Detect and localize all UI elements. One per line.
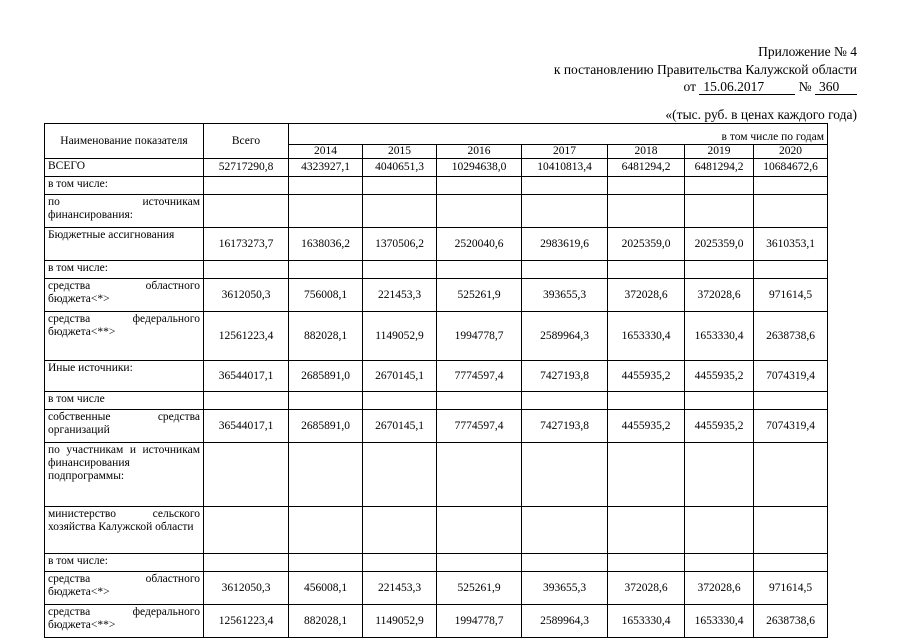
table-row bbox=[45, 572, 828, 605]
cell-year-2015: 1149052,9 bbox=[363, 312, 437, 361]
cell-year-2015 bbox=[363, 507, 437, 554]
table-row bbox=[45, 392, 828, 410]
cell-year-2018: 1653330,4 bbox=[608, 312, 685, 361]
cell-year-2017: 2589964,3 bbox=[522, 605, 608, 638]
cell-year-2020 bbox=[754, 195, 828, 228]
column-header-year: 2020 bbox=[754, 145, 828, 159]
cell-year-2020: 2638738,6 bbox=[754, 605, 828, 638]
row-label: средства областного бюджета<*> bbox=[45, 572, 204, 605]
cell-year-2017: 7427193,8 bbox=[522, 410, 608, 443]
cell-year-2018: 4455935,2 bbox=[608, 361, 685, 392]
cell-year-2018 bbox=[608, 554, 685, 572]
table-row bbox=[45, 443, 828, 507]
row-label: Иные источники: bbox=[45, 361, 204, 392]
row-total bbox=[204, 554, 289, 572]
row-total bbox=[204, 507, 289, 554]
cell-year-2017: 2983619,6 bbox=[522, 228, 608, 261]
cell-year-2014: 756008,1 bbox=[289, 279, 363, 312]
cell-year-2014 bbox=[289, 177, 363, 195]
cell-year-2014: 1638036,2 bbox=[289, 228, 363, 261]
cell-year-2017 bbox=[522, 554, 608, 572]
cell-year-2016: 525261,9 bbox=[437, 572, 522, 605]
cell-year-2016: 7774597,4 bbox=[437, 410, 522, 443]
cell-year-2019: 4455935,2 bbox=[685, 410, 754, 443]
cell-year-2019: 372028,6 bbox=[685, 572, 754, 605]
cell-year-2017 bbox=[522, 177, 608, 195]
cell-year-2016 bbox=[437, 554, 522, 572]
cell-year-2014 bbox=[289, 554, 363, 572]
cell-year-2020: 3610353,1 bbox=[754, 228, 828, 261]
row-label: собственные средства организаций bbox=[45, 410, 204, 443]
row-label: в том числе: bbox=[45, 177, 204, 195]
row-total: 36544017,1 bbox=[204, 410, 289, 443]
row-total bbox=[204, 443, 289, 507]
cell-year-2020: 7074319,4 bbox=[754, 361, 828, 392]
cell-year-2016 bbox=[437, 177, 522, 195]
cell-year-2019: 6481294,2 bbox=[685, 159, 754, 177]
cell-year-2018 bbox=[608, 443, 685, 507]
row-total bbox=[204, 177, 289, 195]
cell-year-2019: 372028,6 bbox=[685, 279, 754, 312]
cell-year-2016 bbox=[437, 195, 522, 228]
column-header-year: 2015 bbox=[363, 145, 437, 159]
cell-year-2019 bbox=[685, 554, 754, 572]
column-header-year: 2016 bbox=[437, 145, 522, 159]
cell-year-2014 bbox=[289, 392, 363, 410]
cell-year-2015: 2670145,1 bbox=[363, 410, 437, 443]
cell-year-2016 bbox=[437, 261, 522, 279]
cell-year-2015 bbox=[363, 177, 437, 195]
table-row bbox=[45, 361, 828, 392]
cell-year-2020 bbox=[754, 554, 828, 572]
row-label: средства федерального бюджета<**> bbox=[45, 605, 204, 638]
cell-year-2017: 393655,3 bbox=[522, 279, 608, 312]
row-total bbox=[204, 195, 289, 228]
cell-year-2017: 10410813,4 bbox=[522, 159, 608, 177]
table-header-row bbox=[45, 124, 828, 132]
cell-year-2018: 2025359,0 bbox=[608, 228, 685, 261]
cell-year-2020: 971614,5 bbox=[754, 572, 828, 605]
row-total: 3612050,3 bbox=[204, 572, 289, 605]
cell-year-2018 bbox=[608, 195, 685, 228]
cell-year-2014: 882028,1 bbox=[289, 605, 363, 638]
cell-year-2014 bbox=[289, 195, 363, 228]
cell-year-2015: 4040651,3 bbox=[363, 159, 437, 177]
cell-year-2017: 2589964,3 bbox=[522, 312, 608, 361]
cell-year-2015 bbox=[363, 392, 437, 410]
table-row bbox=[45, 605, 828, 638]
cell-year-2015: 221453,3 bbox=[363, 279, 437, 312]
cell-year-2015 bbox=[363, 443, 437, 507]
cell-year-2019 bbox=[685, 507, 754, 554]
cell-year-2018 bbox=[608, 507, 685, 554]
cell-year-2015 bbox=[363, 261, 437, 279]
cell-year-2018 bbox=[608, 392, 685, 410]
column-header-name: Наименование показателя bbox=[45, 124, 204, 159]
row-label: в том числе: bbox=[45, 554, 204, 572]
row-total: 36544017,1 bbox=[204, 361, 289, 392]
cell-year-2017 bbox=[522, 443, 608, 507]
row-label: министерство сельского хозяйства Калужской области bbox=[45, 507, 204, 554]
cell-year-2014 bbox=[289, 507, 363, 554]
row-total: 12561223,4 bbox=[204, 605, 289, 638]
cell-year-2020: 10684672,6 bbox=[754, 159, 828, 177]
table-row bbox=[45, 410, 828, 443]
cell-year-2015: 1149052,9 bbox=[363, 605, 437, 638]
cell-year-2020 bbox=[754, 443, 828, 507]
header-spacer bbox=[289, 124, 828, 132]
table-row bbox=[45, 177, 828, 195]
cell-year-2017 bbox=[522, 195, 608, 228]
resolution-reference: к постановлению Правительства Калужской области bbox=[553, 62, 857, 77]
row-label: средства федерального бюджета<**> bbox=[45, 312, 204, 361]
row-total bbox=[204, 392, 289, 410]
cell-year-2019 bbox=[685, 261, 754, 279]
cell-year-2017: 7427193,8 bbox=[522, 361, 608, 392]
cell-year-2018 bbox=[608, 261, 685, 279]
cell-year-2018: 372028,6 bbox=[608, 279, 685, 312]
cell-year-2016: 10294638,0 bbox=[437, 159, 522, 177]
cell-year-2019 bbox=[685, 443, 754, 507]
cell-year-2020 bbox=[754, 177, 828, 195]
table-row bbox=[45, 279, 828, 312]
cell-year-2017: 393655,3 bbox=[522, 572, 608, 605]
resolution-date-number bbox=[684, 78, 858, 96]
column-header-by-years: в том числе по годам bbox=[289, 131, 828, 145]
cell-year-2014: 2685891,0 bbox=[289, 410, 363, 443]
cell-year-2019: 4455935,2 bbox=[685, 361, 754, 392]
number-label: № bbox=[798, 79, 812, 94]
cell-year-2020 bbox=[754, 507, 828, 554]
cell-year-2014 bbox=[289, 443, 363, 507]
cell-year-2018: 4455935,2 bbox=[608, 410, 685, 443]
cell-year-2014: 882028,1 bbox=[289, 312, 363, 361]
cell-year-2014: 4323927,1 bbox=[289, 159, 363, 177]
cell-year-2016: 1994778,7 bbox=[437, 312, 522, 361]
appendix-title: Приложение № 4 bbox=[758, 44, 857, 59]
cell-year-2019: 1653330,4 bbox=[685, 605, 754, 638]
cell-year-2020: 2638738,6 bbox=[754, 312, 828, 361]
units-note: «(тыс. руб. в ценах каждого года) bbox=[665, 107, 857, 122]
row-label: по источникам финансирования: bbox=[45, 195, 204, 228]
table-row bbox=[45, 261, 828, 279]
cell-year-2016: 7774597,4 bbox=[437, 361, 522, 392]
row-total bbox=[204, 261, 289, 279]
resolution-date: 15.06.2017 bbox=[699, 79, 795, 95]
cell-year-2019 bbox=[685, 392, 754, 410]
table-row bbox=[45, 312, 828, 361]
row-total: 16173273,7 bbox=[204, 228, 289, 261]
cell-year-2017 bbox=[522, 261, 608, 279]
column-header-year: 2017 bbox=[522, 145, 608, 159]
cell-year-2016: 2520040,6 bbox=[437, 228, 522, 261]
row-total: 52717290,8 bbox=[204, 159, 289, 177]
row-total: 3612050,3 bbox=[204, 279, 289, 312]
cell-year-2016: 1994778,7 bbox=[437, 605, 522, 638]
cell-year-2014 bbox=[289, 261, 363, 279]
row-label: Бюджетные ассигнования bbox=[45, 228, 204, 261]
column-header-year: 2014 bbox=[289, 145, 363, 159]
cell-year-2015: 221453,3 bbox=[363, 572, 437, 605]
cell-year-2015: 1370506,2 bbox=[363, 228, 437, 261]
row-label: средства областного бюджета<*> bbox=[45, 279, 204, 312]
cell-year-2016 bbox=[437, 443, 522, 507]
resolution-number: 360 bbox=[815, 79, 857, 95]
cell-year-2017 bbox=[522, 507, 608, 554]
row-total: 12561223,4 bbox=[204, 312, 289, 361]
cell-year-2016: 525261,9 bbox=[437, 279, 522, 312]
cell-year-2018 bbox=[608, 177, 685, 195]
cell-year-2016 bbox=[437, 392, 522, 410]
table-row bbox=[45, 159, 828, 177]
row-label: по участникам и источникам финансирования подпрограммы: bbox=[45, 443, 204, 507]
table-row bbox=[45, 195, 828, 228]
row-label: ВСЕГО bbox=[45, 159, 204, 177]
cell-year-2020: 971614,5 bbox=[754, 279, 828, 312]
cell-year-2018: 372028,6 bbox=[608, 572, 685, 605]
cell-year-2019: 2025359,0 bbox=[685, 228, 754, 261]
cell-year-2017 bbox=[522, 392, 608, 410]
cell-year-2015 bbox=[363, 554, 437, 572]
cell-year-2014: 456008,1 bbox=[289, 572, 363, 605]
column-header-total: Всего bbox=[204, 124, 289, 159]
cell-year-2015: 2670145,1 bbox=[363, 361, 437, 392]
cell-year-2020 bbox=[754, 392, 828, 410]
cell-year-2019: 1653330,4 bbox=[685, 312, 754, 361]
table-row bbox=[45, 228, 828, 261]
table-row bbox=[45, 554, 828, 572]
cell-year-2015 bbox=[363, 195, 437, 228]
cell-year-2020 bbox=[754, 261, 828, 279]
table-row bbox=[45, 507, 828, 554]
column-header-year: 2019 bbox=[685, 145, 754, 159]
column-header-year: 2018 bbox=[608, 145, 685, 159]
cell-year-2018: 1653330,4 bbox=[608, 605, 685, 638]
cell-year-2014: 2685891,0 bbox=[289, 361, 363, 392]
row-label: в том числе bbox=[45, 392, 204, 410]
from-label: от bbox=[683, 79, 696, 94]
cell-year-2018: 6481294,2 bbox=[608, 159, 685, 177]
cell-year-2019 bbox=[685, 195, 754, 228]
financing-table bbox=[44, 123, 828, 638]
cell-year-2019 bbox=[685, 177, 754, 195]
cell-year-2016 bbox=[437, 507, 522, 554]
cell-year-2020: 7074319,4 bbox=[754, 410, 828, 443]
row-label: в том числе: bbox=[45, 261, 204, 279]
